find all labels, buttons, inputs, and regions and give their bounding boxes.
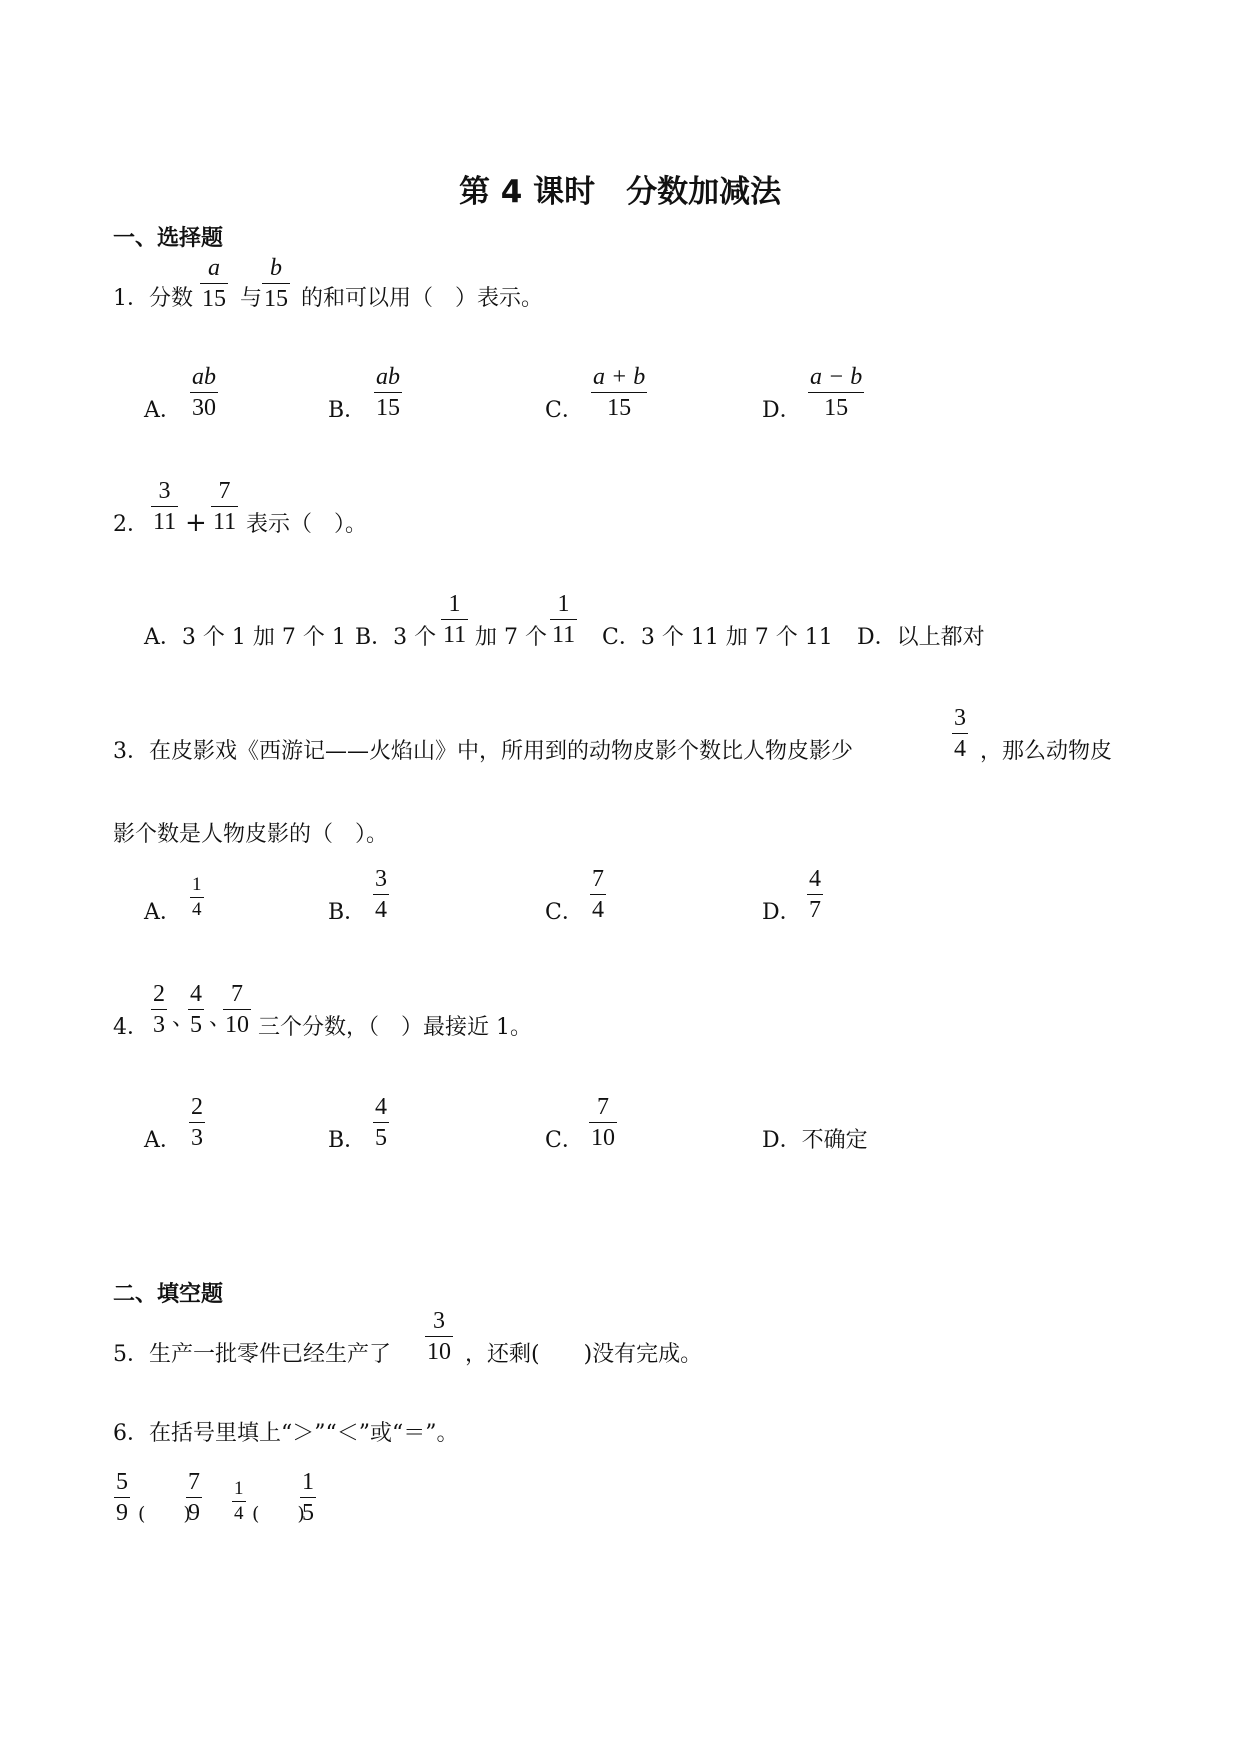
q2-tail: 表示（ ）。 bbox=[246, 512, 368, 537]
q4-option-a-fraction: 2 3 bbox=[191, 1094, 203, 1151]
section-heading-fill: 二、填空题 bbox=[113, 1282, 224, 1307]
q1-option-a-letter: A． bbox=[144, 398, 182, 423]
q2-plus-sign: + bbox=[185, 508, 207, 538]
q3-line-2: 影个数是人物皮影的（ ）。 bbox=[113, 822, 389, 847]
q1-label: 1．分数 bbox=[113, 286, 193, 311]
q4-option-a-letter: A． bbox=[144, 1128, 182, 1153]
q2-option-d: D．以上都对 bbox=[857, 625, 985, 650]
q6-compare-1-left-fraction: 5 9 bbox=[116, 1469, 128, 1526]
q1-option-d-letter: D． bbox=[762, 398, 802, 423]
q1-option-d-fraction: a − b 15 bbox=[810, 364, 863, 421]
q4-separator-1: 、 bbox=[172, 1006, 195, 1031]
q2-fraction-2: 7 11 bbox=[213, 478, 237, 535]
q5-tail: ，还剩( )没有完成。 bbox=[465, 1342, 703, 1367]
q2-fraction-1: 3 11 bbox=[153, 478, 177, 535]
q4-tail: 三个分数，（ ）最接近 1。 bbox=[258, 1015, 532, 1040]
q4-fraction-2: 4 5 bbox=[190, 981, 202, 1038]
q6-instruction: 6．在括号里填上“＞”“＜”或“＝”。 bbox=[113, 1421, 459, 1446]
q3-option-d-fraction: 4 7 bbox=[809, 866, 821, 923]
page-title: 第 4 课时 分数加减法 bbox=[459, 174, 782, 210]
q3-option-c-letter: C． bbox=[545, 900, 584, 925]
q6-compare-2-left-fraction: 1 4 bbox=[234, 1478, 244, 1524]
q5-fraction: 3 10 bbox=[427, 1308, 451, 1365]
q3-option-c-fraction: 7 4 bbox=[592, 866, 604, 923]
q1-fraction-b: b 15 bbox=[264, 255, 288, 312]
q6-compare-2-right-fraction: 1 5 bbox=[302, 1469, 314, 1526]
q4-option-c-letter: C． bbox=[545, 1128, 584, 1153]
q4-option-c-fraction: 7 10 bbox=[591, 1094, 615, 1151]
q2-option-a: A．3 个 1 加 7 个 1 bbox=[144, 625, 346, 650]
q3-line-1: 3．在皮影戏《西游记——火焰山》中，所用到的动物皮影个数比人物皮影少 bbox=[113, 739, 853, 764]
q4-separator-2: 、 bbox=[209, 1006, 232, 1031]
q2-label: 2． bbox=[113, 512, 149, 537]
q3-option-b-letter: B． bbox=[328, 900, 367, 925]
q1-option-c-fraction: a + b 15 bbox=[593, 364, 646, 421]
section-heading-choice: 一、选择题 bbox=[113, 226, 224, 251]
q3-line-1-tail: ，那么动物皮 bbox=[980, 739, 1113, 764]
q1-option-c-letter: C． bbox=[545, 398, 584, 423]
q4-option-b-fraction: 4 5 bbox=[375, 1094, 387, 1151]
q3-fraction: 3 4 bbox=[954, 705, 966, 762]
q5-text: 5．生产一批零件已经生产了 bbox=[113, 1342, 391, 1367]
q1-option-a-fraction: ab 30 bbox=[192, 364, 216, 421]
q6-compare-1-blank[interactable]: ( ) bbox=[138, 1503, 191, 1525]
q4-fraction-1: 2 3 bbox=[153, 981, 165, 1038]
q6-compare-2-blank[interactable]: ( ) bbox=[252, 1503, 305, 1525]
q1-fraction-a: a 15 bbox=[202, 255, 226, 312]
q1-tail: 的和可以用（ ）表示。 bbox=[301, 286, 544, 311]
q2-option-c: C．3 个 11 加 7 个 11 bbox=[602, 625, 833, 650]
q6-compare-1-right-fraction: 7 9 bbox=[188, 1469, 200, 1526]
q1-option-b-fraction: ab 15 bbox=[376, 364, 400, 421]
q4-option-d-letter: D． bbox=[762, 1128, 802, 1153]
q2-option-b-fraction-1: 1 11 bbox=[443, 591, 467, 648]
q4-option-b-letter: B． bbox=[328, 1128, 367, 1153]
q2-option-b-fraction-2: 1 11 bbox=[552, 591, 576, 648]
q3-option-a-letter: A． bbox=[144, 900, 182, 925]
q4-option-d bbox=[762, 1127, 868, 1155]
q4-label: 4． bbox=[113, 1015, 149, 1040]
q3-option-d-letter: D． bbox=[762, 900, 802, 925]
q1-mid: 与 bbox=[240, 286, 263, 311]
q2-option-b-mid: 加 7 个 bbox=[475, 625, 547, 650]
q2-option-b-prefix: B．3 个 bbox=[355, 625, 437, 650]
q4-option-d-text: 不确定 bbox=[801, 1128, 868, 1153]
q3-option-b-fraction: 3 4 bbox=[375, 866, 387, 923]
q1-option-b-letter: B． bbox=[328, 398, 367, 423]
q4-fraction-3: 7 10 bbox=[225, 981, 249, 1038]
q3-option-a-fraction: 1 4 bbox=[192, 874, 202, 920]
